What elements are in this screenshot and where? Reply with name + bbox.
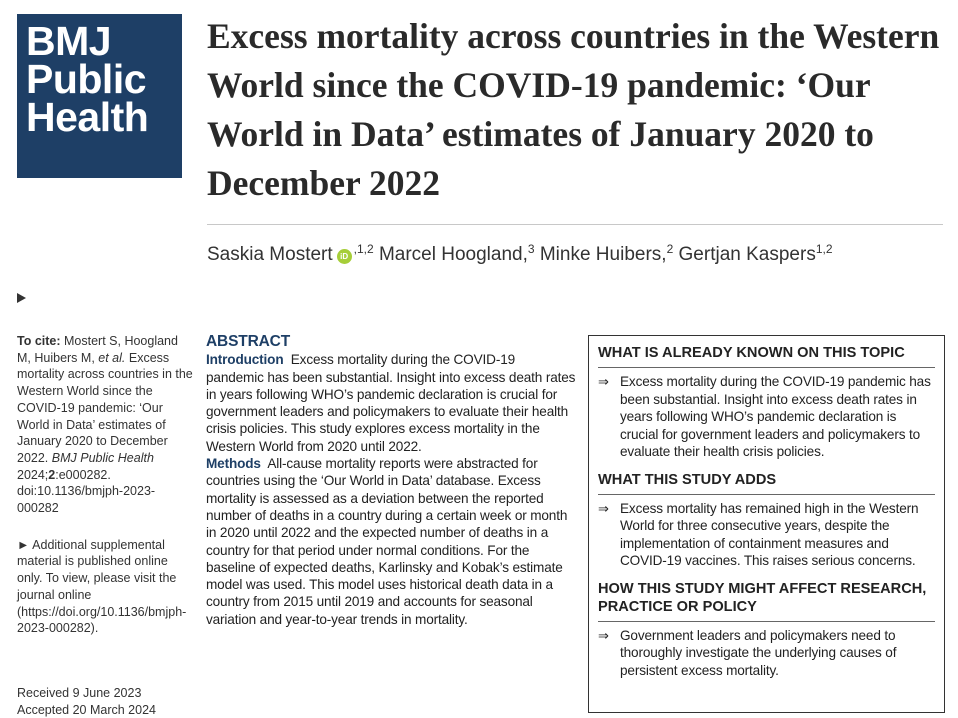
supplemental-note[interactable]: ► Additional supplemental material is published online only. To view, please visit the journal online (https://doi.org/10.1136/bmjph-2023-000282). <box>17 537 187 636</box>
article-title: Excess mortality across countries in the Western World since the COVID-19 pandemic: ‘Our World in Data’ estimates of January 2020 to December 2022 <box>207 16 940 203</box>
received-date: Received 9 June 2023 <box>17 685 142 700</box>
cite-doi[interactable]: :e000282. doi:10.1136/bmjph-2023-000282 <box>17 467 156 516</box>
cite-volume: 2 <box>48 467 56 482</box>
double-arrow-icon: ⇒ <box>598 627 609 643</box>
journal-logo <box>17 14 182 178</box>
list-item <box>598 627 935 680</box>
box-list-adds <box>598 500 935 570</box>
list-item <box>598 373 935 461</box>
intro-text: Excess mortality during the COVID-19 pandemic has been substantial. Insight into excess death rates in years following WHO’s pandemic declaration is crucial for government leaders and policymakers to evaluate their health crisis policies. This study explores excess mortality in the Western World from 2020 until 2022. <box>206 352 576 454</box>
box-heading-adds: WHAT THIS STUDY ADDS <box>598 471 935 495</box>
cite-journal: BMJ Public Health <box>51 450 154 465</box>
double-arrow-icon: ⇒ <box>598 500 609 516</box>
author-3-affil: 2 <box>666 242 674 256</box>
author-1[interactable]: Saskia Mostert <box>207 244 333 265</box>
abstract-introduction <box>206 351 576 455</box>
logo-line-1: BMJ <box>26 18 112 64</box>
double-arrow-icon: ⇒ <box>598 374 609 389</box>
author-2[interactable]: Marcel Hoogland, <box>378 244 528 265</box>
author-1-affil: ,1,2 <box>353 242 374 256</box>
cite-label: To cite: <box>17 334 61 348</box>
author-2-affil: 3 <box>527 242 535 256</box>
orcid-icon[interactable]: iD <box>337 249 352 264</box>
cite-authors: Mostert S, Hoogland M, Huibers M, <box>17 334 178 365</box>
author-list <box>207 244 947 266</box>
cite-etal: et al. <box>98 350 126 365</box>
box-text-known: Excess mortality during the COVID-19 pandemic has been substantial. Insight into excess death rates in years following WHO’s pandemic declaration is crucial for government leaders and policymakers to evaluate their health crisis policies. <box>620 374 931 459</box>
citation <box>17 333 195 517</box>
abstract-heading: ABSTRACT <box>206 333 291 350</box>
title-divider <box>207 224 943 225</box>
box-heading-policy: HOW THIS STUDY MIGHT AFFECT RESEARCH, PRACTICE OR POLICY <box>598 580 935 622</box>
box-list-known <box>598 373 935 461</box>
section-marker-triangle-icon <box>17 293 26 303</box>
cite-year: 2024; <box>17 467 49 482</box>
abstract <box>206 333 576 628</box>
methods-text: All-cause mortality reports were abstracted for countries using the ‘Our World in Data’ database. Excess mortality is assessed as a deviation between the reported number of deaths in a country during a certain week or month in 2020 until 2022 and the expected number of deaths in a country for that period under normal conditions. For the baseline of expected deaths, Karlinsky and Kobak’s estimate model was used. This model uses historical death data in a country from 2015 until 2019 and accounts for seasonal variation and year-to-year trends in mortality. <box>206 456 568 627</box>
logo-line-2: Public <box>26 56 147 102</box>
logo-line-3: Health <box>26 94 149 140</box>
box-list-policy <box>598 627 935 680</box>
sidebar <box>17 333 195 718</box>
author-4-affil: 1,2 <box>815 242 833 256</box>
accepted-date: Accepted 20 March 2024 <box>17 702 156 717</box>
cite-title: Excess mortality across countries in the Western World since the COVID-19 pandemic: ‘Our World in Data’ estimates of January 2020 to December 2022. <box>17 350 193 465</box>
author-4[interactable]: Gertjan Kaspers <box>678 244 816 265</box>
abstract-methods <box>206 455 576 628</box>
methods-label: Methods <box>206 456 261 472</box>
box-heading-known: WHAT IS ALREADY KNOWN ON THIS TOPIC <box>598 344 935 368</box>
key-messages-box <box>588 335 945 713</box>
article-dates <box>17 685 195 718</box>
author-3[interactable]: Minke Huibers, <box>539 244 667 265</box>
box-text-adds: Excess mortality has remained high in the Western World for three consecutive years, despite the implementation of containment measures and COVID-19 vaccines. This raises serious concerns. <box>620 500 919 568</box>
list-item <box>598 500 935 570</box>
box-text-policy: Government leaders and policymakers need to thoroughly investigate the underlying causes of persistent excess mortality. <box>620 627 897 678</box>
intro-label: Introduction <box>206 352 284 368</box>
